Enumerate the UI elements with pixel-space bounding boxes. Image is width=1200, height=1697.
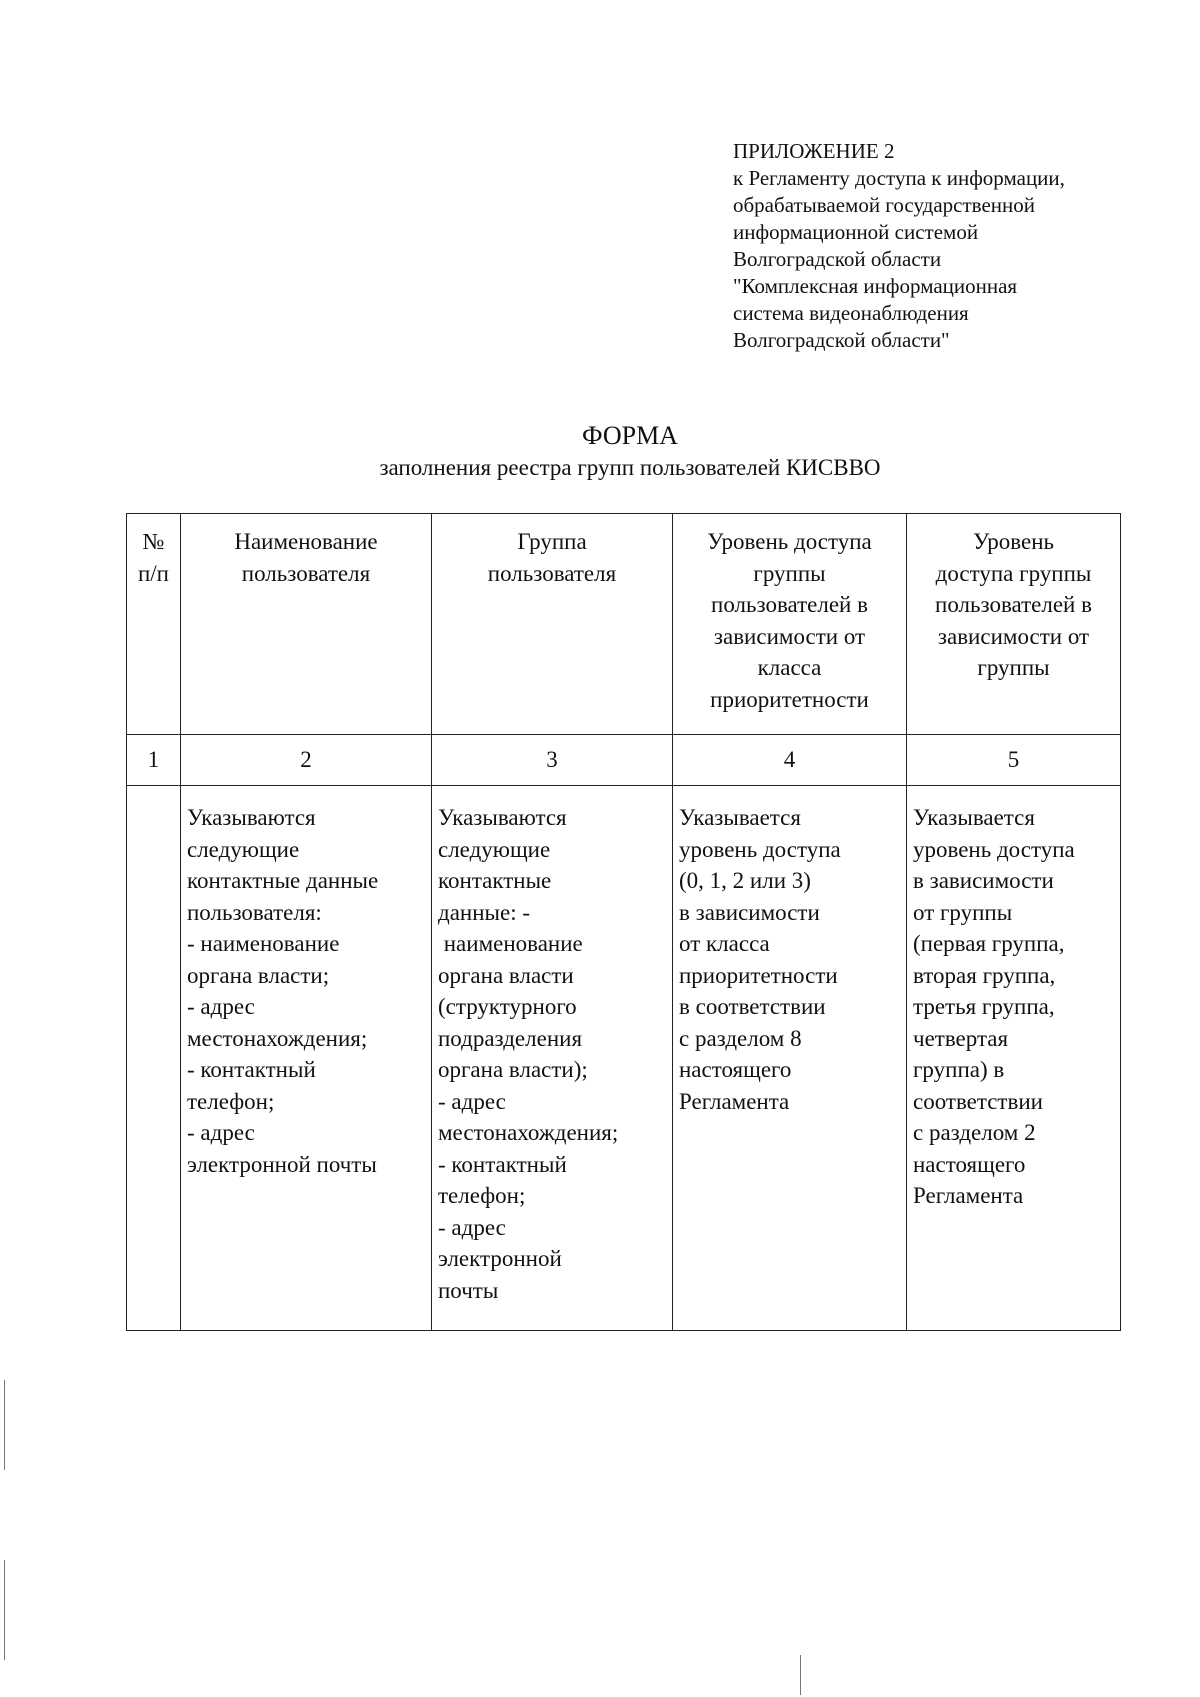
body-cell-user-group [432,786,673,1331]
scan-artifact [4,1380,5,1470]
header-cell-access-by-group [907,514,1121,735]
cell-line: группа) в [913,1057,1005,1082]
cell-line: от класса [679,931,770,956]
cell-line: контактные [438,868,552,893]
header-line: Группа [517,529,587,554]
cell-line: с разделом 2 [913,1120,1036,1145]
form-title: ФОРМА [582,421,678,450]
cell-line: следующие [438,836,551,862]
cell-line: уровень доступа [679,836,841,862]
cell-line: данные: - [438,899,530,925]
cell-line: телефон; [438,1183,526,1208]
header-cell-user-name [181,514,432,735]
form-subtitle: заполнения реестра групп пользователей КИСВВО [379,455,881,480]
column-number: 3 [432,735,673,786]
appendix-line: информационной системой [733,220,979,244]
header-line: Наименование [234,529,378,554]
cell-line: настоящего [679,1057,792,1082]
body-cell-user-name [181,786,432,1331]
header-cell-number [127,514,181,735]
cell-line: следующие [187,836,300,862]
cell-line: (структурного [438,994,577,1019]
header-line: доступа группы [935,560,1092,586]
appendix-line: Волгоградской области [733,247,942,271]
cell-line: - адрес [187,994,255,1019]
header-line: п/п [137,560,169,586]
header-cell-access-by-priority [673,514,907,735]
cell-line: настоящего [913,1151,1026,1177]
cell-line: соответствии [913,1088,1043,1114]
cell-line: - наименование [187,931,340,956]
cell-line: Указываются [438,805,567,830]
appendix-line: ПРИЛОЖЕНИЕ 2 [733,139,895,163]
header-line: приоритетности [710,686,869,712]
cell-line: - контактный [438,1151,567,1177]
header-line: класса [757,655,822,680]
cell-line: в зависимости [679,899,820,925]
header-line: зависимости от [937,623,1090,649]
header-line: группы [753,560,826,586]
cell-line: местонахождения; [187,1025,368,1051]
cell-line: (первая группа, [913,931,1065,956]
appendix-line: к Регламенту доступа к информации, [733,166,1065,190]
cell-line: - контактный [187,1057,316,1082]
appendix-line: "Комплексная информационная [733,274,1018,298]
column-number: 2 [181,735,432,786]
cell-line: органа власти); [438,1057,588,1082]
cell-line: органа власти; [187,962,330,988]
header-line: пользователя [487,560,617,586]
cell-line: - адрес [438,1214,506,1240]
cell-line: Регламента [913,1183,1024,1208]
cell-line: от группы [913,899,1013,925]
table-header-row [127,514,1121,735]
cell-line: контактные данные [187,868,379,893]
cell-line: местонахождения; [438,1120,619,1145]
body-cell-number [127,786,181,1331]
appendix-line: обрабатываемой государственной [733,193,1035,217]
header-line: пользователя [241,560,371,586]
header-line: зависимости от [713,623,866,649]
column-number: 4 [673,735,907,786]
scan-artifact [800,1655,801,1695]
cell-line: с разделом 8 [679,1025,802,1051]
header-line: № [142,529,165,554]
cell-line: вторая группа, [913,962,1056,988]
table-row [127,786,1121,1331]
cell-line: в соответствии [679,994,826,1019]
header-line: Уровень [973,529,1054,554]
cell-line: (0, 1, 2 или 3) [679,868,811,893]
header-line: группы [977,655,1050,680]
cell-line: в зависимости [913,868,1054,893]
cell-line: третья группа, [913,994,1055,1019]
cell-line: - адрес [438,1088,506,1114]
registry-table [126,513,1121,1331]
body-cell-access-by-priority [673,786,907,1331]
header-cell-user-group [432,514,673,735]
cell-line: Указывается [913,805,1035,830]
column-number: 5 [907,735,1121,786]
cell-line: почты [438,1277,499,1303]
cell-line: Указывается [679,805,801,830]
cell-line: пользователя: [187,899,322,925]
cell-line: Указываются [187,805,316,830]
cell-line: электронной [438,1246,562,1271]
cell-line: Регламента [679,1088,790,1114]
header-line: Уровень доступа [707,529,872,554]
column-number-row [127,735,1121,786]
cell-line: приоритетности [679,962,838,988]
cell-line: подразделения [438,1025,583,1051]
cell-line: электронной почты [187,1151,377,1177]
cell-line: уровень доступа [913,836,1075,862]
appendix-heading [733,138,1173,354]
appendix-line: Волгоградской области" [733,328,950,352]
scan-artifact [4,1560,5,1660]
cell-line: - адрес [187,1120,255,1145]
appendix-line: система видеонаблюдения [733,301,969,325]
header-line: пользователей в [935,592,1092,617]
header-line: пользователей в [711,592,868,617]
body-cell-access-by-group [907,786,1121,1331]
column-number: 1 [127,735,181,786]
cell-line: органа власти [438,962,574,988]
cell-line: четвертая [913,1025,1009,1051]
cell-line: наименование [438,931,583,956]
cell-line: телефон; [187,1088,275,1114]
